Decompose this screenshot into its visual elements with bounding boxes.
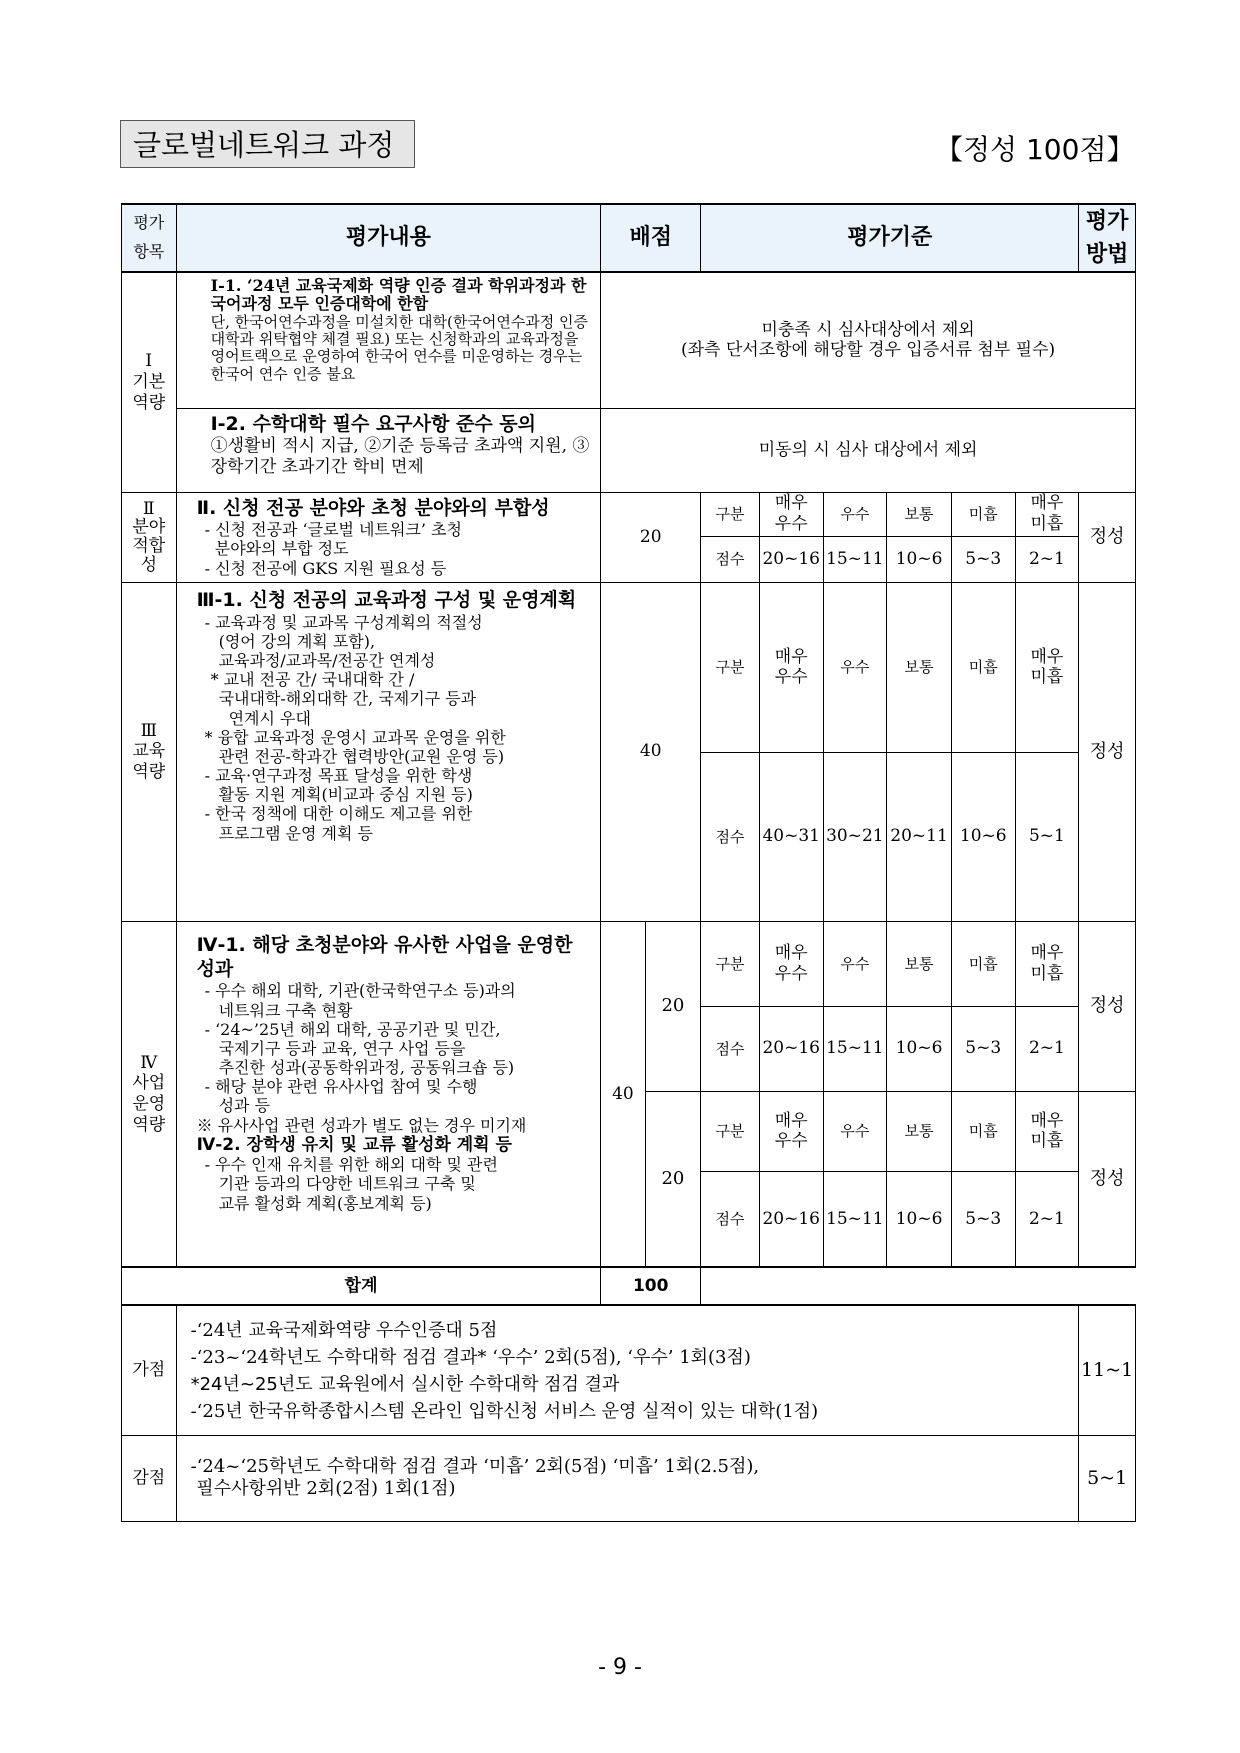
penalty-line: -‘24~‘25학년도 수학대학 점검 결과 ‘미흡’ 2회(5점) ‘미흡’ 1회(2.5점), — [190, 1455, 760, 1477]
grade-label: 매우 우수 — [759, 921, 823, 1006]
score-range: 40~31 — [759, 752, 823, 921]
item-2-line: - 신청 전공과 ‘글로벌 네트워크’ 초청 — [204, 520, 462, 540]
penalty-range: 5~1 — [1079, 1435, 1136, 1521]
score-range: 20~11 — [887, 752, 952, 921]
grade-label: 매우 미흡 — [1015, 921, 1079, 1006]
score-label: 점수 — [701, 752, 760, 921]
score-range: 5~3 — [951, 536, 1015, 582]
score-range: 15~11 — [823, 1171, 887, 1267]
bonus-line: *24년~25년도 교육원에서 실시한 수학대학 점검 결과 — [190, 1373, 620, 1395]
criteria-note: 미충족 시 심사대상에서 제외 — [761, 319, 975, 340]
bonus-label: 가점 — [122, 1305, 177, 1435]
score-label: 점수 — [701, 536, 760, 582]
table-row — [122, 921, 1136, 1006]
item-3-line: 국내대학-해외대학 간, 국제기구 등과 — [218, 689, 477, 709]
score-range: 2~1 — [1015, 1171, 1079, 1267]
item-2-line: - 신청 전공에 GKS 지원 필요성 등 — [204, 558, 447, 578]
grade-label: 매우 우수 — [759, 1091, 823, 1171]
evaluation-table — [121, 203, 1136, 1522]
item-4-line: - ‘24~’25년 해외 대학, 공공기관 및 민간, — [204, 1019, 501, 1039]
grade-label: 매우 미흡 — [1015, 582, 1079, 752]
grade-label: 보통 — [887, 582, 952, 752]
item-4-2-points: 20 — [645, 1091, 701, 1267]
score-range: 10~6 — [887, 1171, 952, 1267]
score-range: 5~3 — [951, 1171, 1015, 1267]
score-range: 20~16 — [759, 1171, 823, 1267]
item-3-points: 40 — [601, 582, 701, 921]
item-3-line: 프로그램 운영 계획 등 — [218, 823, 373, 843]
method-value: 정성 — [1079, 921, 1136, 1091]
item-4-line: 국제기구 등과 교육, 연구 사업 등을 — [218, 1038, 466, 1058]
item-3-line: 관련 전공-학과간 협력방안(교원 운영 등) — [218, 746, 505, 766]
item-3-line: 연계시 우대 — [228, 708, 311, 728]
item-4-1-title: Ⅳ-1. 해당 초청분야와 유사한 사업을 운영한 성과 — [196, 933, 573, 980]
category-field-fit: Ⅱ 분야 적합 성 — [122, 492, 177, 582]
grade-label: 매우 미흡 — [1015, 492, 1079, 536]
table-row — [122, 582, 1136, 752]
grade-label: 우수 — [823, 492, 887, 536]
item-3-title: Ⅲ-1. 신청 전공의 교육과정 구성 및 운영계획 — [196, 588, 577, 611]
item-1-2-body: ①생활비 적시 지급, ②기준 등록금 초과액 지원, ③장학기간 초과기간 학비 면제 — [210, 436, 590, 477]
category-operation: Ⅳ 사업 운영 역량 — [122, 921, 177, 1267]
criteria-note: (좌측 단서조항에 해당할 경우 입증서류 첨부 필수) — [681, 340, 1056, 361]
score-range: 10~6 — [951, 752, 1015, 921]
item-4-line: 성과 등 — [218, 1096, 271, 1116]
grade-label: 구분 — [701, 492, 760, 536]
score-title: 【정성 100점】 — [935, 133, 1135, 166]
bonus-line: -‘23~‘24학년도 수학대학 점검 결과* ‘우수’ 2회(5점), ‘우수’ 1회(3점) — [190, 1346, 751, 1368]
grade-label: 우수 — [823, 921, 887, 1006]
item-4 — [176, 921, 601, 1267]
item-4-line: - 우수 해외 대학, 기관(한국학연구소 등)과의 — [204, 981, 516, 1001]
item-3-line: (영어 강의 계획 포함), — [218, 631, 376, 651]
header-category: 평가 항목 — [122, 204, 177, 272]
method-value: 정성 — [1079, 582, 1136, 921]
item-2 — [176, 492, 601, 582]
header-criteria: 평가기준 — [701, 204, 1079, 272]
item-4-line: - 우수 인재 유치를 위한 해외 대학 및 관련 — [204, 1155, 498, 1175]
score-range: 10~6 — [887, 536, 952, 582]
header-points: 배점 — [601, 204, 701, 272]
grade-label: 미흡 — [951, 492, 1015, 536]
table-header-row — [122, 204, 1136, 272]
item-1-1-body: 단, 한국어연수과정을 미설치한 대학(한국어연수과정 인증대학과 위탁협약 체결 필요) 또는 신청학과의 교육과정을 영어트랙으로 운영하여 한국어 연수를 미운영하는 경우는 한국어 연수 인증 불요 — [210, 312, 589, 383]
item-1-2 — [176, 408, 601, 492]
score-range: 15~11 — [823, 536, 887, 582]
total-blank — [701, 1267, 1136, 1305]
item-1-1-title: Ⅰ-1. ‘24년 교육국제화 역량 인증 결과 학위과정과 한국어과정 모두 인증대학에 한함 — [210, 276, 587, 314]
bonus-content — [176, 1305, 1079, 1435]
score-label: 점수 — [701, 1171, 760, 1267]
table-row — [122, 492, 1136, 536]
item-1-2-title: Ⅰ-2. 수학대학 필수 요구사항 준수 동의 — [210, 412, 537, 435]
total-label: 합계 — [122, 1267, 601, 1305]
score-range: 2~1 — [1015, 1006, 1079, 1091]
header-method: 평가 방법 — [1079, 204, 1136, 272]
item-3-line: * 융합 교육과정 운영시 교과목 운영을 위한 — [204, 727, 506, 747]
item-4-2-title: Ⅳ-2. 장학생 유치 및 교류 활성화 계획 등 — [196, 1134, 512, 1155]
grade-label: 매우 미흡 — [1015, 1091, 1079, 1171]
page-number: - 9 - — [598, 1655, 642, 1680]
bonus-row — [122, 1305, 1136, 1435]
item-4-line: 추진한 성과(공동학위과정, 공동워크숍 등) — [218, 1058, 515, 1078]
grade-label: 미흡 — [951, 921, 1015, 1006]
grade-label: 보통 — [887, 1091, 952, 1171]
score-range: 20~16 — [759, 536, 823, 582]
penalty-content — [176, 1435, 1079, 1521]
item-2-line: 분야와의 부합 정도 — [204, 539, 349, 559]
grade-label: 미흡 — [951, 1091, 1015, 1171]
total-value: 100 — [601, 1267, 701, 1305]
bonus-range: 11~1 — [1079, 1305, 1136, 1435]
table-row — [122, 408, 1136, 492]
item-4-1-points: 20 — [645, 921, 701, 1091]
grade-label: 매우 우수 — [759, 582, 823, 752]
penalty-label: 감점 — [122, 1435, 177, 1521]
grade-label: 매우 우수 — [759, 492, 823, 536]
score-range: 15~11 — [823, 1006, 887, 1091]
score-range: 30~21 — [823, 752, 887, 921]
course-title: 글로벌네트워크 과정 — [120, 120, 415, 168]
item-1-1-criteria — [601, 272, 1136, 408]
item-4-points-total: 40 — [601, 921, 645, 1267]
grade-label: 미흡 — [951, 582, 1015, 752]
item-1-2-criteria: 미동의 시 심사 대상에서 제외 — [601, 408, 1136, 492]
table-row — [122, 272, 1136, 408]
item-3-line: - 교육과정 및 교과목 구성계획의 적절성 — [204, 612, 483, 632]
grade-label: 우수 — [823, 1091, 887, 1171]
score-range: 5~3 — [951, 1006, 1015, 1091]
item-3-line: 교육과정/교과목/전공간 연계성 — [218, 650, 436, 670]
item-3-line: - 교육·연구과정 목표 달성을 위한 학생 — [204, 766, 473, 786]
item-3 — [176, 582, 601, 921]
score-range: 20~16 — [759, 1006, 823, 1091]
score-range: 10~6 — [887, 1006, 952, 1091]
grade-label: 우수 — [823, 582, 887, 752]
grade-label: 구분 — [701, 1091, 760, 1171]
item-4-line: 네트워크 구축 현황 — [218, 1000, 353, 1020]
bonus-line: -‘24년 교육국제화역량 우수인증대 5점 — [190, 1319, 498, 1341]
item-2-points: 20 — [601, 492, 701, 582]
method-value: 정성 — [1079, 492, 1136, 582]
grade-label: 구분 — [701, 921, 760, 1006]
grade-label: 보통 — [887, 921, 952, 1006]
item-4-line: 교류 활성화 계획(홍보계획 등) — [218, 1193, 432, 1213]
score-range: 2~1 — [1015, 536, 1079, 582]
item-3-line: 활동 지원 계획(비교과 중심 지원 등) — [218, 785, 473, 805]
header-content: 평가내용 — [176, 204, 601, 272]
item-2-title: Ⅱ. 신청 전공 분야와 초청 분야와의 부합성 — [196, 496, 550, 519]
category-education: Ⅲ 교육 역량 — [122, 582, 177, 921]
item-4-line: ※ 유사사업 관련 성과가 별도 없는 경우 미기재 — [196, 1115, 527, 1135]
item-3-line: * 교내 전공 간/ 국내대학 간 / — [210, 670, 415, 690]
grade-label: 보통 — [887, 492, 952, 536]
bonus-line: -‘25년 한국유학종합시스템 온라인 입학신청 서비스 운영 실적이 있는 대학(1점) — [190, 1400, 819, 1422]
item-1-1 — [176, 272, 601, 408]
penalty-row — [122, 1435, 1136, 1521]
score-range: 5~1 — [1015, 752, 1079, 921]
method-value: 정성 — [1079, 1091, 1136, 1267]
total-row — [122, 1267, 1136, 1305]
item-4-line: 기관 등과의 다양한 네트워크 구축 및 — [218, 1174, 476, 1194]
item-4-line: - 해당 분야 관련 유사사업 참여 및 수행 — [204, 1077, 478, 1097]
grade-label: 구분 — [701, 582, 760, 752]
score-label: 점수 — [701, 1006, 760, 1091]
item-3-line: - 한국 정책에 대한 이해도 제고를 위한 — [204, 804, 473, 824]
penalty-line: 필수사항위반 2회(2점) 1회(1점) — [190, 1478, 456, 1500]
category-basic: Ⅰ 기본 역량 — [122, 272, 177, 492]
